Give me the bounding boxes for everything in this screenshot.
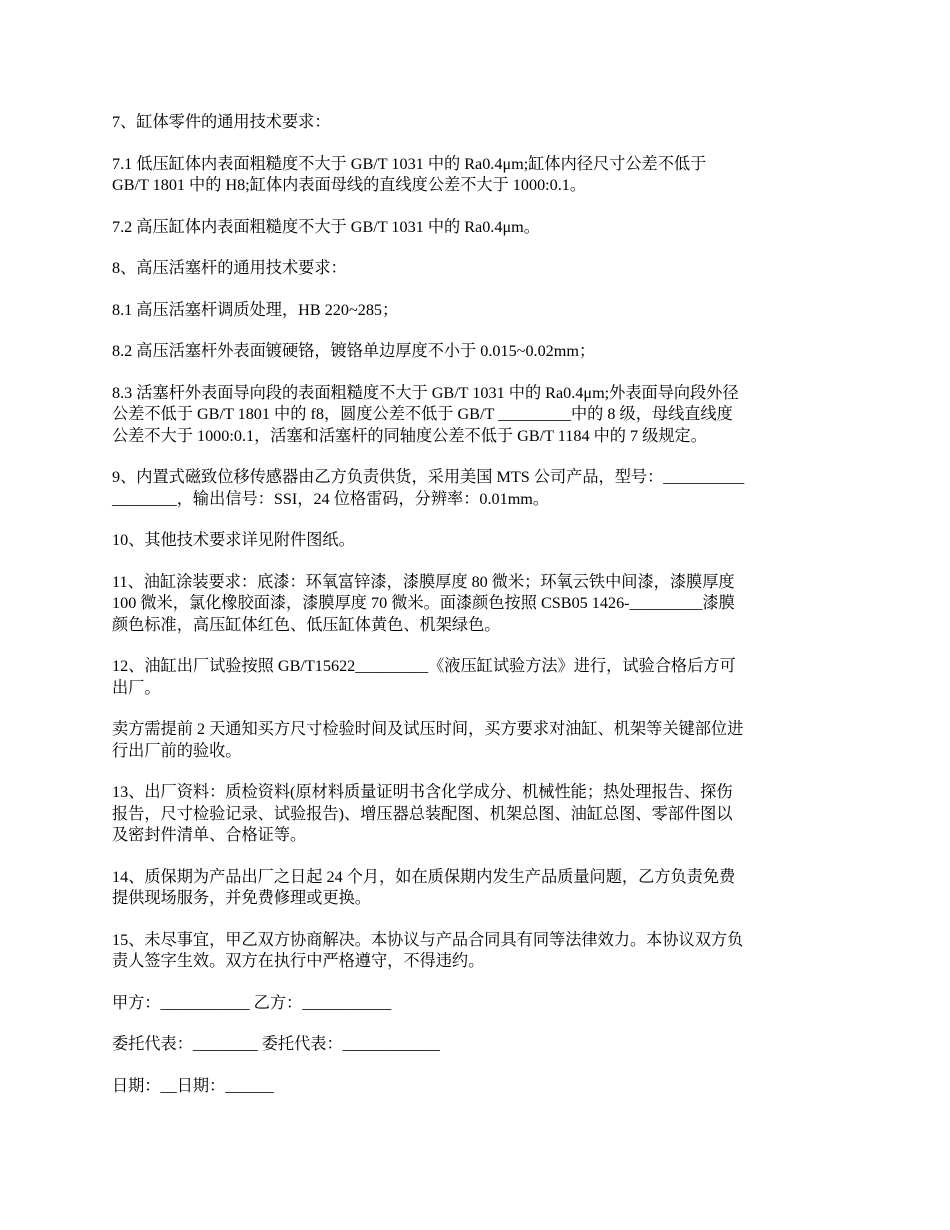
paragraph-11 xyxy=(112,572,840,637)
paragraph-7-2 xyxy=(112,217,840,239)
signature-representatives xyxy=(112,1034,840,1056)
text-line: 100 微米，氯化橡胶面漆，漆膜厚度 70 微米。面漆颜色按照 CSB05 1426-_________漆膜 xyxy=(112,594,735,612)
paragraph-8-3 xyxy=(112,383,840,448)
text-line: GB/T 1801 中的 H8;缸体内表面母线的直线度公差不大于 1000:0.1。 xyxy=(112,176,587,194)
text-line: 卖方需提前 2 天通知买方尺寸检验时间及试压时间，买方要求对油缸、机架等关键部位进 xyxy=(112,720,744,738)
text-line: 出厂。 xyxy=(112,678,161,697)
document-page xyxy=(112,112,840,1117)
paragraph-7-1 xyxy=(112,154,840,197)
text-line: 公差不低于 GB/T 1801 中的 f8，圆度公差不低于 GB/T _________中的 8 级，母线直线度 xyxy=(112,405,733,423)
text-line: 责人签字生效。双方在执行中严格遵守，不得违约。 xyxy=(112,952,485,970)
paragraph-inspection-notice xyxy=(112,719,840,762)
paragraph-14 xyxy=(112,867,840,910)
text-line: 行出厂前的验收。 xyxy=(112,741,242,760)
paragraph-10 xyxy=(112,530,840,552)
text-line: ________，输出信号：SSI，24 位格雷码，分辨率：0.01mm。 xyxy=(112,489,550,508)
text-line: 15、未尽事宜，甲乙双方协商解决。本协议与产品合同具有同等法律效力。本协议双方负 xyxy=(112,930,744,949)
text-line: 8.3 活塞杆外表面导向段的表面粗糙度不大于 GB/T 1031 中的 Ra0.4μm;外表面导向段外径 xyxy=(112,383,739,402)
text-line: 公差不大于 1000:0.1，活塞和活塞杆的同轴度公差不低于 GB/T 1184 中的 7 级规定。 xyxy=(112,426,707,445)
paragraph-7-heading xyxy=(112,112,840,134)
text-line: 10、其他技术要求详见附件图纸。 xyxy=(112,531,355,549)
text-line: 提供现场服务，并免费修理或更换。 xyxy=(112,889,371,907)
text-line: 日期：__日期：______ xyxy=(112,1076,274,1095)
text-line: 9、内置式磁致位移传感器由乙方负责供货，采用美国 MTS 公司产品，型号：__________ xyxy=(112,468,745,486)
signature-parties xyxy=(112,993,840,1015)
paragraph-9 xyxy=(112,467,840,510)
text-line: 及密封件清单、合格证等。 xyxy=(112,826,307,844)
text-line: 14、质保期为产品出厂之日起 24 个月，如在质保期内发生产品质量问题，乙方负责免费 xyxy=(112,867,736,886)
paragraph-8-1 xyxy=(112,300,840,322)
text-line: 委托代表：________ 委托代表：____________ xyxy=(112,1035,440,1053)
text-line: 7.2 高压缸体内表面粗糙度不大于 GB/T 1031 中的 Ra0.4μm。 xyxy=(112,217,540,236)
paragraph-8-heading xyxy=(112,258,840,280)
signature-dates xyxy=(112,1076,840,1098)
paragraph-13 xyxy=(112,782,840,847)
text-line: 12、油缸出厂试验按照 GB/T15622_________《液压缸试验方法》进行，试验合格后方可 xyxy=(112,657,736,675)
text-line: 甲方：___________ 乙方：___________ xyxy=(112,993,392,1012)
text-line: 11、油缸涂装要求：底漆：环氧富锌漆，漆膜厚度 80 微米；环氧云铁中间漆，漆膜厚度 xyxy=(112,572,735,591)
paragraph-8-2 xyxy=(112,341,840,363)
text-line: 8.2 高压活塞杆外表面镀硬铬，镀铬单边厚度不小于 0.015~0.02mm； xyxy=(112,342,596,360)
text-line: 7、缸体零件的通用技术要求： xyxy=(112,113,331,131)
text-line: 7.1 低压缸体内表面粗糙度不大于 GB/T 1031 中的 Ra0.4μm;缸体内径尺寸公差不低于 xyxy=(112,154,707,173)
text-line: 13、出厂资料：质检资料(原材料质量证明书含化学成分、机械性能；热处理报告、探伤 xyxy=(112,783,733,801)
text-line: 报告，尺寸检验记录、试验报告)、增压器总装配图、机架总图、油缸总图、零部件图以 xyxy=(112,804,733,823)
paragraph-12 xyxy=(112,656,840,699)
paragraph-15 xyxy=(112,930,840,973)
text-line: 8.1 高压活塞杆调质处理，HB 220~285； xyxy=(112,300,399,319)
text-line: 颜色标准，高压缸体红色、低压缸体黄色、机架绿色。 xyxy=(112,615,501,634)
text-line: 8、高压活塞杆的通用技术要求： xyxy=(112,259,347,277)
